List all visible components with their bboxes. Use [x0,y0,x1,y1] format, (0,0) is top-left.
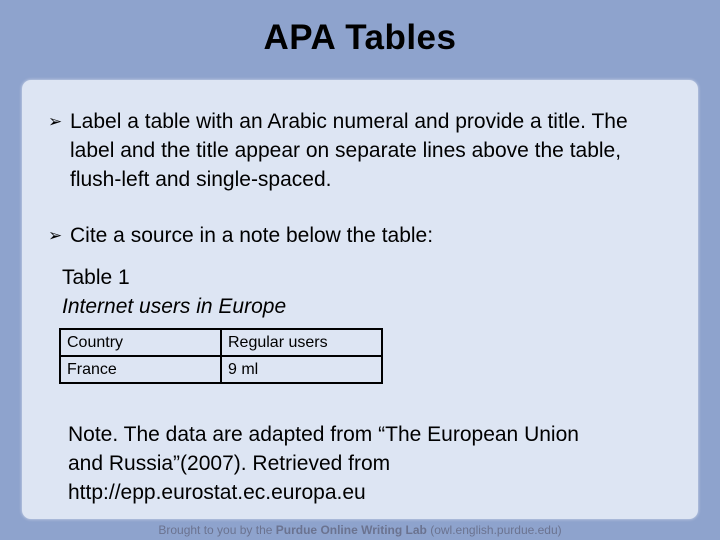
bullet-text: Label a table with an Arabic numeral and provide a title. The label and the title appear on separate lines above the table, flush-left and single-spaced. [70,110,628,191]
example-table-label: Table 1 [62,266,130,289]
example-table [59,328,383,384]
slide-title: APA Tables [263,18,457,57]
table-cell: Regular users [221,329,382,356]
bullet-text: Cite a source in a note below the table: [70,224,434,247]
example-table-note: Note. The data are adapted from “The European Union and Russia”(2007). Retrieved from http://epp.eurostat.ec.europa.eu [68,423,579,504]
table-row [60,356,382,383]
footer-suffix: (owl.english.purdue.edu) [426,523,562,537]
table-cell: France [60,356,221,383]
bullet-item-label-table [48,107,658,194]
bullet-item-cite-source [48,221,658,250]
example-table-title: Internet users in Europe [62,295,287,318]
table-cell: 9 ml [221,356,382,383]
footer-prefix: Brought to you by the [158,523,276,537]
table-row [60,329,382,356]
arrow-bullet-icon: ➢ [48,226,63,245]
table-cell: Country [60,329,221,356]
arrow-bullet-icon: ➢ [48,112,63,131]
footer-credit [0,522,720,538]
footer-lab-name: Purdue Online Writing Lab [275,523,427,537]
